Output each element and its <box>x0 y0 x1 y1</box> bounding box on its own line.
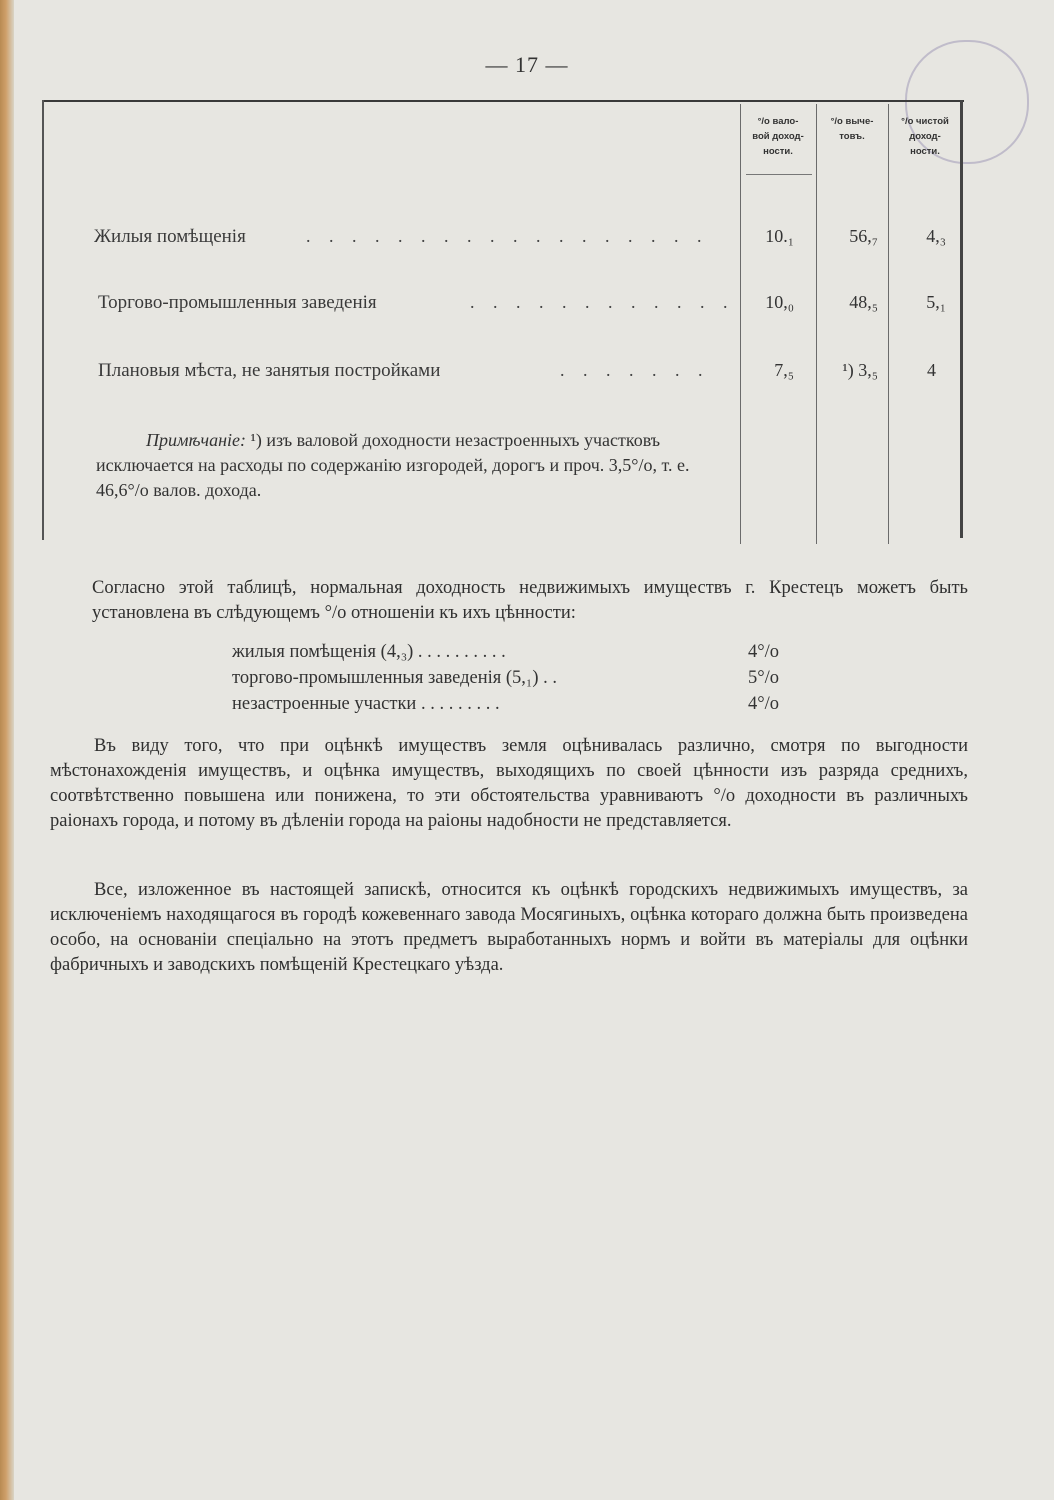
paragraph: Все, изложенное въ настоящей запискѣ, относится къ оцѣнкѣ городскихъ недвижимыхъ имуществъ, за исключеніемъ находящагося въ городѣ кожевеннаго завода Мосягиныхъ, оцѣнка котораго должна быть произведена особо, на основаніи спеціально на этотъ предметъ выработанныхъ нормъ и войти въ матеріалы для оцѣнки фабричныхъ и заводскихъ помѣщеній Крестецкаго уѣзда. <box>50 880 968 975</box>
page-number: — 17 — <box>485 52 569 77</box>
row-leader: . . . . . . . <box>560 360 710 380</box>
list-item-value: 4°/о <box>748 642 780 662</box>
list-item-value: 5°/о <box>748 668 780 688</box>
footnote-label: Примѣчаніе: <box>146 430 246 450</box>
list-item-label: жилыя помѣщенія (4,₃) . . . . . . . . . . <box>232 642 506 662</box>
table-left-rule <box>42 100 44 540</box>
cell-gross: 10,₀ <box>765 292 794 312</box>
column-header-deductions: °/о выче- товъ. <box>830 116 874 142</box>
column-header-gross: °/о вало- вой доход- ности. <box>752 116 804 157</box>
footnote-text: ¹) изъ валовой доходности незастроенныхъ участковъ исключается на расходы по содержанію изгородей, дорогъ и проч. 3,5°/о, т. е. 46,6°/о валов. дохода. <box>96 430 690 500</box>
cell-net: 4 <box>927 360 936 380</box>
row-leader: . . . . . . . . . . . . <box>470 292 735 312</box>
cell-deductions: 56,₇ <box>849 226 878 246</box>
cell-net: 4,₃ <box>926 226 946 246</box>
page-edge <box>0 0 14 1500</box>
cell-gross: 7,₅ <box>774 360 794 380</box>
cell-gross: 10.₁ <box>765 226 794 246</box>
table-footnote <box>96 428 736 503</box>
row-label: Плановыя мѣста, не занятыя постройками <box>98 360 441 381</box>
cell-deductions: 48,₅ <box>849 292 878 312</box>
column-divider <box>740 104 741 544</box>
list-item-value: 4°/о <box>748 694 780 714</box>
row-label: Торгово-промышленныя заведенія <box>98 292 377 313</box>
row-leader: . . . . . . . . . . . . . . . . . . <box>306 226 709 246</box>
list-item-label: незастроенные участки . . . . . . . . . <box>232 694 500 714</box>
cell-net: 5,₁ <box>926 292 946 312</box>
table-right-rule <box>960 100 963 538</box>
paragraph: Въ виду того, что при оцѣнкѣ имуществъ земля оцѣнивалась различно, смотря по выгодности мѣстонахожденія имуществъ, и оцѣнка имуществъ, выходящихъ по своей цѣнности изъ разряда среднихъ, соотвѣтственно повышена или понижена, то эти обстоятельства уравниваютъ °/о доходности въ различныхъ раіонахъ города, и потому въ дѣленіи города на раіоны надобности не представляется. <box>50 736 968 831</box>
paragraph: Согласно этой таблицѣ, нормальная доходность недвижимыхъ имуществъ г. Крестецъ можетъ быть установлена въ слѣдующемъ °/о отношеніи къ ихъ цѣнности: <box>92 578 968 623</box>
cell-deductions: ¹) 3,₅ <box>842 360 878 380</box>
list-item-label: торгово-промышленныя заведенія (5,₁) . . <box>232 668 558 688</box>
column-header-net: °/о чистой доход- ности. <box>901 116 949 157</box>
column-divider <box>888 104 889 544</box>
header-underline <box>746 174 812 175</box>
row-label: Жилыя помѣщенія <box>94 226 246 247</box>
column-divider <box>816 104 817 544</box>
